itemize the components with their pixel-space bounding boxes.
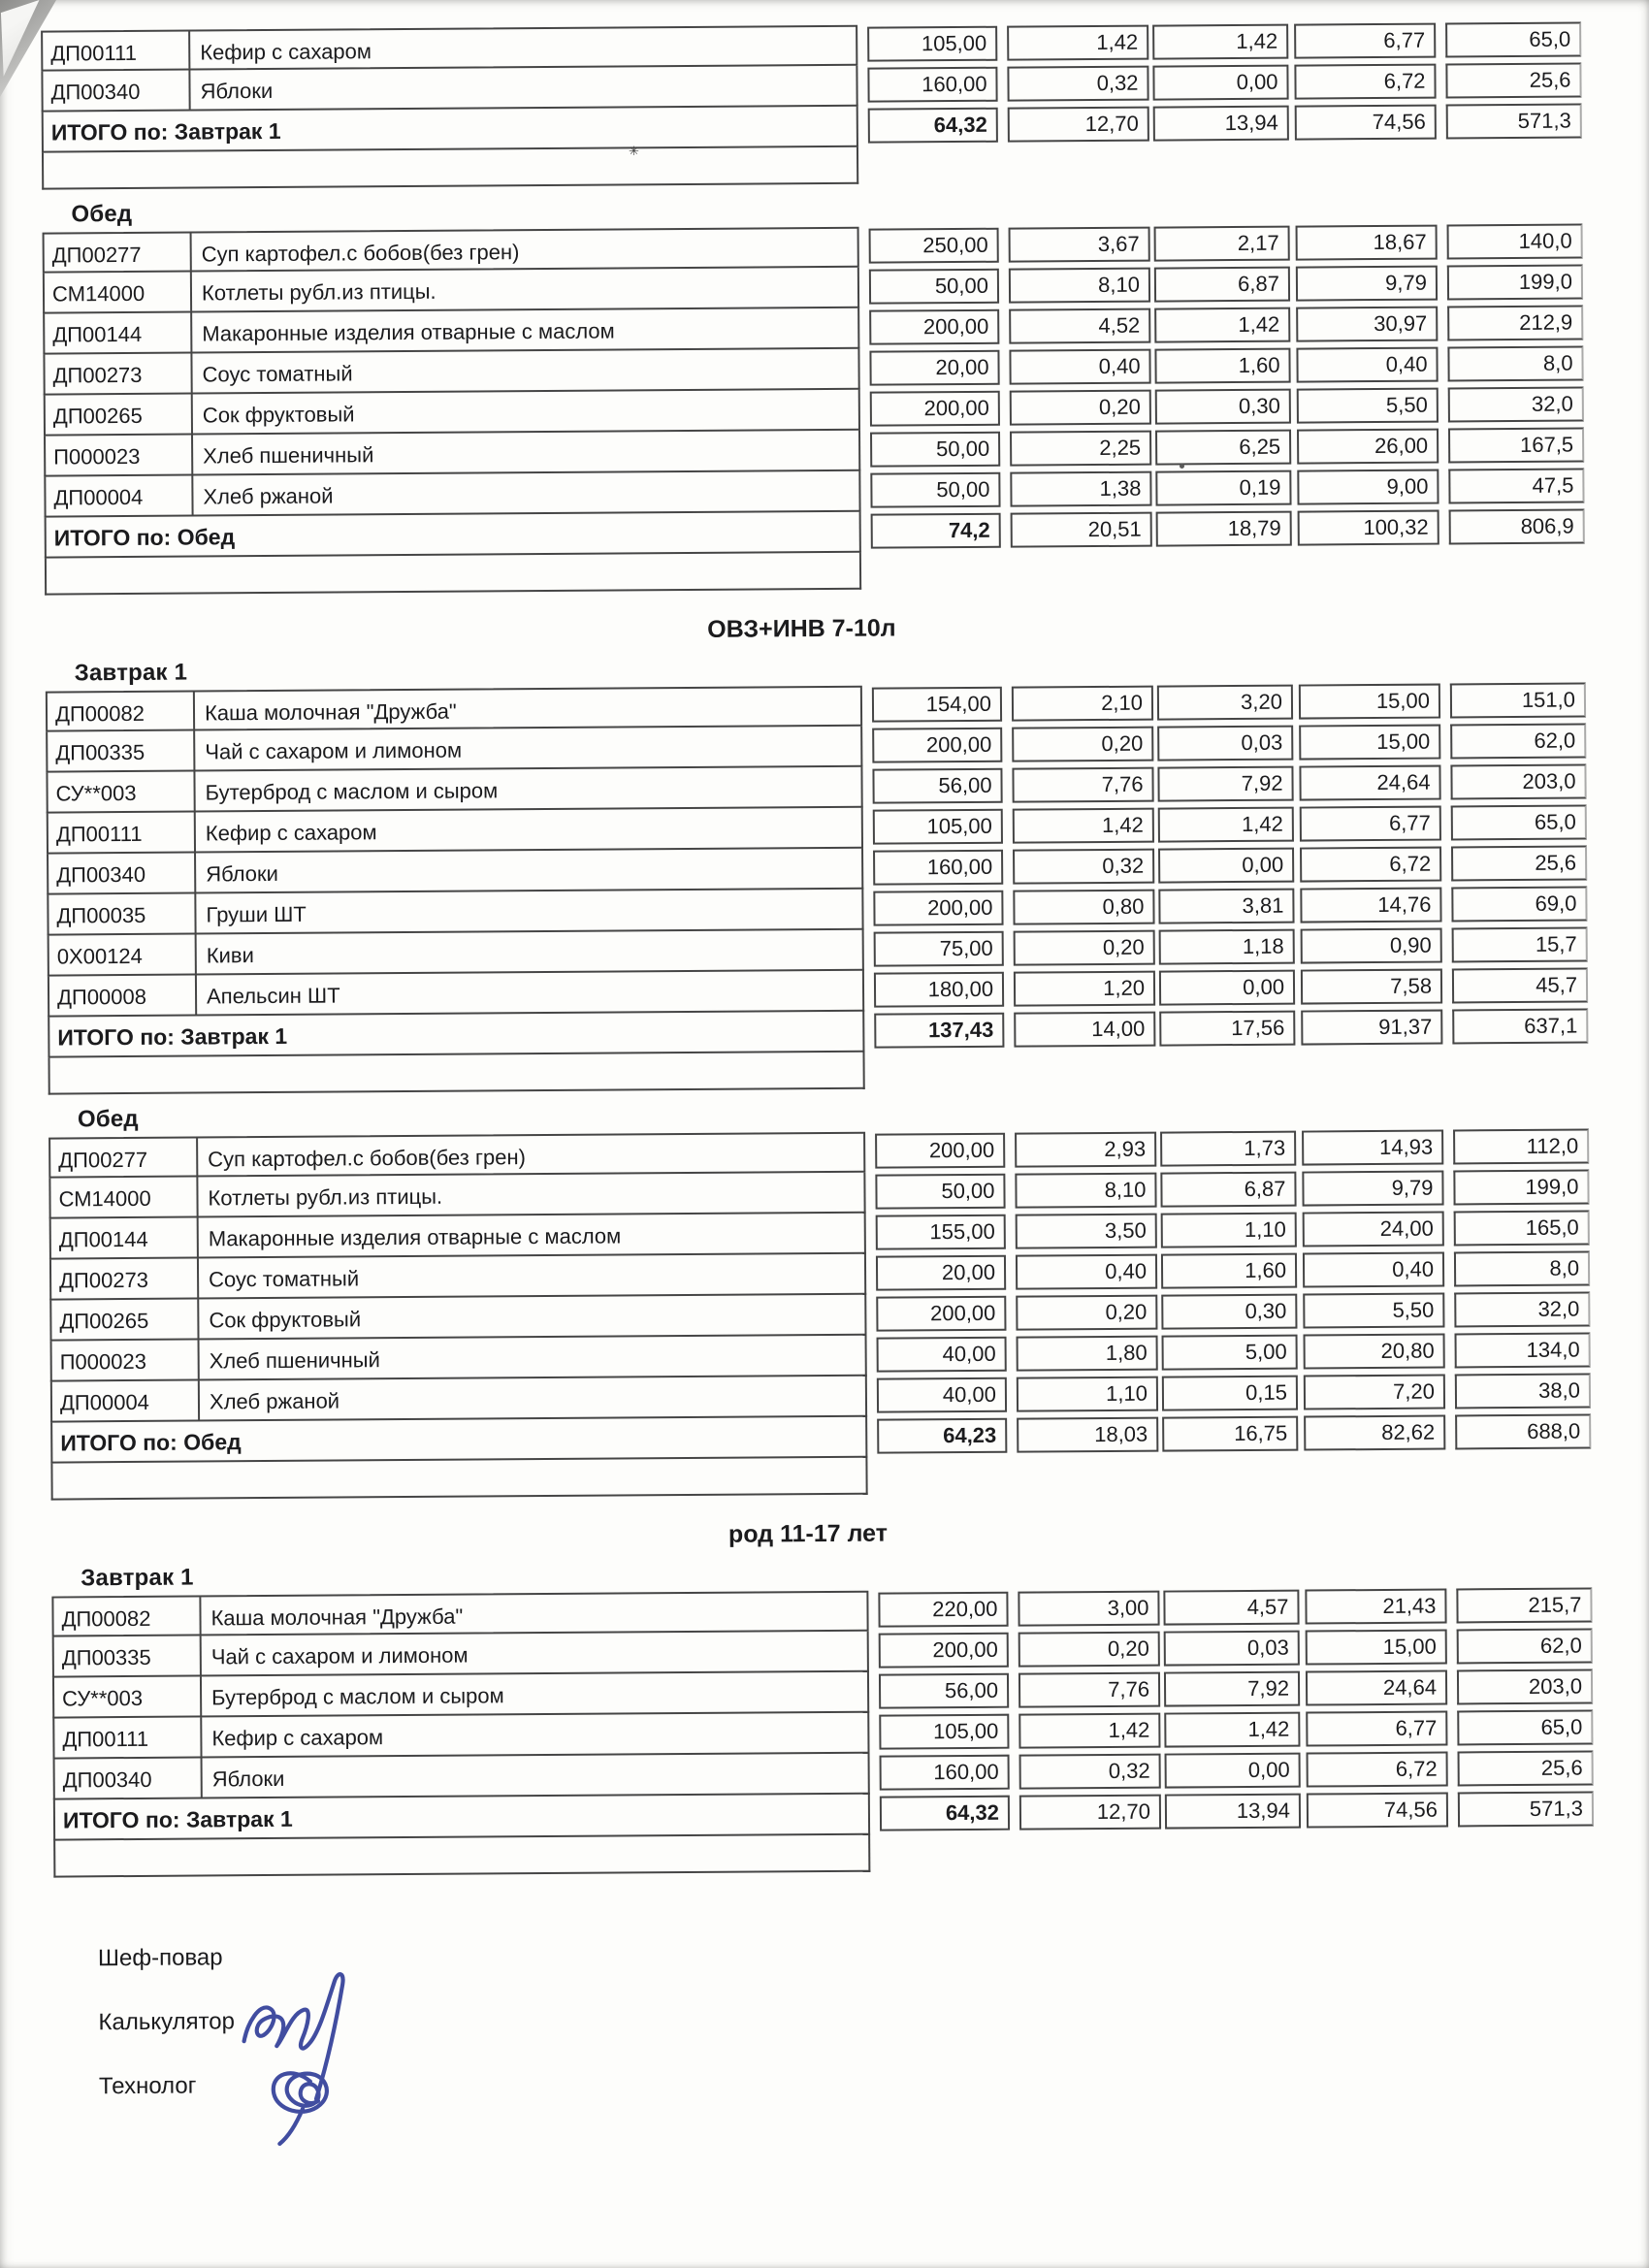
dish-code: СУ**003 <box>48 772 195 812</box>
total-value-cell: 571,3 <box>1446 104 1582 140</box>
value-cell: 0,19 <box>1155 470 1291 506</box>
dish-name: Котлеты рубл.из птицы. <box>208 1183 443 1211</box>
value-cell: 7,58 <box>1301 969 1442 1005</box>
total-value-cell: 12,70 <box>1019 1795 1161 1831</box>
value-cell: 1,10 <box>1017 1377 1158 1412</box>
total-label: ИТОГО по: Завтрак 1 <box>48 1012 864 1058</box>
value-cell: 167,5 <box>1448 428 1584 464</box>
dish-name: Сок фруктовый <box>202 402 355 428</box>
value-cell: 3,00 <box>1018 1591 1159 1627</box>
value-cell: 0,40 <box>1009 349 1150 385</box>
scan-speck: ✳ <box>629 144 639 158</box>
value-cell: 0,00 <box>1158 848 1294 884</box>
value-cell: 45,7 <box>1452 968 1588 1004</box>
value-cell: 0,00 <box>1159 970 1295 1006</box>
value-cell: 140,0 <box>1447 224 1583 260</box>
dish-code: ДП00082 <box>48 693 195 730</box>
value-cell: 165,0 <box>1454 1210 1590 1246</box>
dish-code: ДП00144 <box>45 313 192 353</box>
row-left-cells <box>43 308 859 355</box>
value-cell: 65,0 <box>1457 1709 1593 1745</box>
value-cell: 32,0 <box>1448 387 1584 423</box>
value-cell: 24,64 <box>1306 1670 1447 1706</box>
total-value-cell: 74,56 <box>1295 105 1437 141</box>
value-cell: 15,00 <box>1299 725 1440 761</box>
total-value-cell: 74,2 <box>871 513 1001 549</box>
value-cell: 6,72 <box>1300 847 1441 883</box>
dish-name: Яблоки <box>211 1766 285 1792</box>
dish-code: ДП00340 <box>43 71 190 111</box>
value-cell: 1,20 <box>1014 971 1155 1007</box>
value-cell: 3,50 <box>1016 1214 1157 1249</box>
value-cell: 25,6 <box>1458 1750 1594 1786</box>
total-value-cell: 18,03 <box>1017 1417 1158 1453</box>
group-heading: род 11-17 лет <box>728 1519 888 1548</box>
row-left-cells <box>44 471 860 518</box>
meal-title: Обед <box>71 200 133 228</box>
row-left-cells <box>41 25 857 72</box>
total-value-cell: 13,94 <box>1165 1794 1301 1830</box>
value-cell: 2,17 <box>1154 226 1290 262</box>
row-left-cells <box>43 349 859 396</box>
value-cell: 47,5 <box>1448 469 1584 504</box>
value-cell: 1,42 <box>1152 24 1288 60</box>
total-label: ИТОГО по: Завтрак 1 <box>53 1795 870 1841</box>
value-cell: 220,00 <box>878 1592 1008 1628</box>
value-cell: 50,00 <box>869 269 999 305</box>
meal-title: Завтрак 1 <box>81 1564 194 1592</box>
value-cell: 9,79 <box>1296 266 1438 302</box>
total-value-cell: 64,32 <box>880 1796 1010 1831</box>
value-cell: 56,00 <box>879 1673 1009 1709</box>
meal-section <box>46 649 1649 1095</box>
value-cell: 6,77 <box>1306 1711 1447 1747</box>
total-value-cell: 12,70 <box>1008 107 1149 143</box>
dish-name: Яблоки <box>200 78 274 104</box>
value-cell: 160,00 <box>867 67 997 103</box>
dish-code: П000023 <box>46 436 193 475</box>
empty-footer-box <box>48 1053 864 1095</box>
row-left-cells <box>52 1632 869 1678</box>
value-cell: 134,0 <box>1455 1332 1591 1368</box>
total-value-cell: 18,79 <box>1156 511 1292 547</box>
value-cell: 200,00 <box>875 1133 1005 1169</box>
row-left-cells <box>46 727 862 773</box>
value-cell: 199,0 <box>1453 1169 1589 1205</box>
signature-label-chef: Шеф-повар <box>97 1944 223 1972</box>
value-cell: 40,00 <box>877 1377 1007 1413</box>
dish-name: Чай с сахаром и лимоном <box>210 1642 469 1669</box>
total-value-cell: 14,00 <box>1014 1012 1155 1048</box>
value-cell: 1,42 <box>1007 25 1148 61</box>
dish-code: ДП00265 <box>46 395 193 435</box>
value-cell: 0,80 <box>1013 890 1154 925</box>
value-cell: 1,42 <box>1164 1712 1300 1748</box>
dish-name: Каша молочная "Дружба" <box>210 1604 464 1631</box>
value-cell: 0,00 <box>1152 65 1288 101</box>
value-cell: 7,76 <box>1018 1672 1160 1708</box>
value-cell: 1,42 <box>1158 807 1294 843</box>
value-cell: 1,42 <box>1013 808 1154 844</box>
value-cell: 1,60 <box>1161 1253 1297 1289</box>
value-cell: 203,0 <box>1450 764 1586 800</box>
dish-name: Каша молочная "Дружба" <box>204 698 457 726</box>
value-cell: 50,00 <box>870 432 1000 468</box>
dish-name: Хлеб ржаной <box>203 483 334 509</box>
value-cell: 15,00 <box>1306 1630 1447 1666</box>
value-cell: 200,00 <box>873 891 1003 926</box>
dish-code: СМ14000 <box>45 273 192 312</box>
meal-section <box>41 19 1642 190</box>
value-cell: 155,00 <box>876 1215 1006 1250</box>
value-cell: 1,60 <box>1154 348 1290 384</box>
value-cell: 151,0 <box>1450 683 1586 719</box>
row-left-cells <box>48 1173 865 1219</box>
value-cell: 1,42 <box>1018 1713 1160 1749</box>
value-cell: 1,80 <box>1017 1336 1158 1372</box>
value-cell: 7,76 <box>1012 767 1153 803</box>
value-cell: 0,30 <box>1155 389 1291 425</box>
total-value-cell: 82,62 <box>1304 1415 1445 1451</box>
value-cell: 1,42 <box>1154 308 1290 343</box>
row-left-cells <box>43 268 859 314</box>
total-value-cell: 137,43 <box>874 1013 1004 1049</box>
value-cell: 1,38 <box>1010 471 1151 507</box>
dish-name: Хлеб пшеничный <box>203 442 374 469</box>
value-cell: 0,32 <box>1007 66 1148 102</box>
value-cell: 0,90 <box>1301 928 1442 964</box>
value-cell: 5,50 <box>1303 1293 1444 1329</box>
dish-name: Чай с сахаром и лимоном <box>205 737 463 764</box>
value-cell: 9,00 <box>1297 470 1439 505</box>
value-cell: 0,30 <box>1161 1294 1297 1330</box>
value-cell: 6,72 <box>1307 1752 1448 1788</box>
value-cell: 0,03 <box>1164 1631 1300 1667</box>
signature-label-calculator: Калькулятор <box>98 2008 236 2036</box>
value-cell: 25,6 <box>1445 63 1581 99</box>
dish-code: ДП00111 <box>43 32 190 70</box>
dish-name: Котлеты рубл.из птицы. <box>201 278 436 306</box>
row-left-cells <box>43 227 859 274</box>
value-cell: 62,0 <box>1450 724 1586 760</box>
row-left-cells <box>46 686 862 732</box>
value-cell: 20,80 <box>1304 1334 1445 1370</box>
row-left-cells <box>48 930 864 977</box>
value-cell: 40,00 <box>877 1337 1007 1373</box>
dish-name: Апельсин ШТ <box>206 983 340 1009</box>
value-cell: 200,00 <box>876 1296 1006 1332</box>
total-value-cell: 64,23 <box>877 1418 1007 1454</box>
empty-footer-box <box>45 553 861 596</box>
value-cell: 0,00 <box>1165 1753 1301 1789</box>
dish-name: Киви <box>206 943 254 968</box>
dish-name: Сок фруктовый <box>209 1307 362 1333</box>
meal-section <box>51 1554 1649 1878</box>
dish-code: ДП00340 <box>48 854 196 893</box>
row-left-cells <box>51 1591 868 1637</box>
value-cell: 8,0 <box>1454 1250 1590 1286</box>
dish-name: Кефир с сахаром <box>205 820 377 846</box>
scan-dot <box>1180 464 1184 469</box>
value-cell: 250,00 <box>869 228 999 264</box>
value-cell: 112,0 <box>1453 1128 1589 1164</box>
value-cell: 3,67 <box>1009 227 1150 263</box>
dish-name: Бутерброд с маслом и сыром <box>211 1683 504 1710</box>
value-cell: 15,00 <box>1299 684 1440 720</box>
row-left-cells <box>46 767 862 814</box>
total-label: ИТОГО по: Обед <box>45 512 861 559</box>
value-cell: 1,73 <box>1160 1131 1296 1167</box>
value-cell: 56,00 <box>872 768 1002 804</box>
meal-title: Завтрак 1 <box>74 659 188 687</box>
value-cell: 8,10 <box>1015 1173 1156 1209</box>
value-cell: 200,00 <box>870 391 1000 427</box>
dish-code: СМ14000 <box>50 1178 198 1217</box>
value-cell: 0,15 <box>1162 1376 1298 1411</box>
dish-code: ДП00265 <box>51 1300 199 1340</box>
signature-stroke-upper <box>243 1974 343 2099</box>
row-left-cells <box>47 849 863 895</box>
value-cell: 105,00 <box>867 26 997 62</box>
empty-footer-box <box>42 147 858 190</box>
dish-code: ДП00273 <box>45 354 192 394</box>
total-value-cell: 16,75 <box>1162 1416 1298 1452</box>
value-cell: 0,32 <box>1013 849 1154 885</box>
value-cell: 14,76 <box>1300 888 1441 923</box>
total-value-cell: 688,0 <box>1455 1413 1591 1449</box>
meal-section <box>42 190 1645 596</box>
dish-name: Яблоки <box>206 860 278 887</box>
value-cell: 0,20 <box>1014 930 1155 966</box>
row-left-cells <box>49 1295 866 1342</box>
value-cell: 32,0 <box>1454 1291 1590 1327</box>
dish-code: ДП00277 <box>45 234 192 272</box>
dish-name: Хлеб пшеничный <box>209 1347 380 1374</box>
row-left-cells <box>50 1336 867 1382</box>
total-label: ИТОГО по: Завтрак 1 <box>42 107 858 153</box>
dish-code: ДП00004 <box>46 476 193 516</box>
dish-name: Макаронные изделия отварные с маслом <box>202 318 615 346</box>
value-cell: 30,97 <box>1296 307 1438 342</box>
dish-code: ДП00008 <box>49 976 197 1016</box>
value-cell: 75,00 <box>874 931 1004 967</box>
dish-code: ДП00004 <box>52 1381 200 1421</box>
value-cell: 5,50 <box>1297 388 1439 424</box>
value-cell: 105,00 <box>879 1714 1009 1750</box>
dish-name: Соус томатный <box>209 1266 360 1292</box>
dish-name: Соус томатный <box>202 361 353 387</box>
value-cell: 0,20 <box>1010 390 1151 426</box>
dish-code: ДП00277 <box>50 1139 198 1177</box>
value-cell: 212,9 <box>1447 306 1583 341</box>
dish-code: ДП00035 <box>48 894 196 934</box>
value-cell: 24,00 <box>1303 1212 1444 1247</box>
row-left-cells <box>52 1713 869 1760</box>
value-cell: 160,00 <box>880 1755 1010 1791</box>
value-cell: 160,00 <box>873 850 1003 886</box>
value-cell: 0,03 <box>1157 726 1293 761</box>
group-heading: ОВЗ+ИНВ 7-10л <box>707 614 896 643</box>
total-value-cell: 637,1 <box>1452 1009 1588 1045</box>
value-cell: 14,93 <box>1302 1130 1443 1166</box>
row-left-cells <box>49 1254 866 1301</box>
dish-code: ДП00111 <box>48 813 196 853</box>
value-cell: 26,00 <box>1297 429 1439 465</box>
value-cell: 65,0 <box>1451 805 1587 841</box>
value-cell: 0,32 <box>1019 1754 1161 1790</box>
value-cell: 6,87 <box>1154 267 1290 303</box>
value-cell: 180,00 <box>874 972 1004 1008</box>
value-cell: 3,20 <box>1157 685 1293 721</box>
dish-code: ДП00335 <box>54 1636 202 1675</box>
total-value-cell: 74,56 <box>1307 1793 1448 1829</box>
row-left-cells <box>49 1214 866 1260</box>
signature-block <box>98 1941 681 2098</box>
value-cell: 24,64 <box>1299 765 1440 801</box>
value-cell: 50,00 <box>870 472 1000 508</box>
dish-name: Макаронные изделия отварные с маслом <box>208 1223 622 1251</box>
row-left-cells <box>44 431 860 477</box>
dish-name: Груши ШТ <box>206 901 307 927</box>
value-cell: 2,93 <box>1015 1132 1156 1168</box>
value-cell: 25,6 <box>1451 846 1587 882</box>
value-cell: 1,10 <box>1161 1213 1297 1248</box>
value-cell: 6,77 <box>1300 806 1441 842</box>
dish-name: Суп картофел.с бобов(без грен) <box>201 240 520 267</box>
dish-code: ДП00273 <box>51 1259 199 1299</box>
value-cell: 6,87 <box>1160 1172 1296 1208</box>
dish-code: ДП00111 <box>54 1717 202 1757</box>
total-value-cell: 571,3 <box>1458 1791 1594 1827</box>
value-cell: 8,10 <box>1009 268 1150 304</box>
signature-label-technologist: Технолог <box>98 2072 197 2100</box>
row-left-cells <box>47 890 863 936</box>
value-cell: 200,00 <box>879 1633 1009 1669</box>
value-cell: 154,00 <box>872 687 1002 723</box>
value-cell: 21,43 <box>1305 1589 1446 1625</box>
value-cell: 0,40 <box>1303 1252 1444 1288</box>
meal-title: Обед <box>77 1105 139 1133</box>
dish-code: 0X00124 <box>49 935 197 975</box>
dish-name: Кефир с сахаром <box>211 1725 384 1751</box>
empty-footer-box <box>53 1835 870 1878</box>
total-value-cell: 20,51 <box>1011 512 1152 548</box>
total-value-cell: 17,56 <box>1159 1011 1295 1047</box>
value-cell: 2,25 <box>1010 431 1151 467</box>
document-blocks <box>0 19 1649 1878</box>
value-cell: 105,00 <box>873 809 1003 845</box>
dish-code: ДП00340 <box>55 1758 203 1798</box>
value-cell: 6,72 <box>1294 64 1436 100</box>
value-cell: 0,20 <box>1018 1632 1160 1668</box>
value-cell: 6,77 <box>1294 23 1436 59</box>
dish-code: ДП00082 <box>53 1597 201 1635</box>
value-cell: 4,57 <box>1163 1590 1299 1626</box>
row-left-cells <box>48 971 864 1018</box>
row-left-cells <box>50 1377 867 1423</box>
row-left-cells <box>47 808 863 855</box>
dish-name: Кефир с сахаром <box>200 39 372 65</box>
value-cell: 6,25 <box>1155 430 1291 466</box>
dish-code: СУ**003 <box>54 1676 202 1716</box>
total-value-cell: 13,94 <box>1153 106 1289 142</box>
value-cell: 65,0 <box>1445 22 1581 58</box>
value-cell: 200,00 <box>872 728 1002 763</box>
value-cell: 0,20 <box>1012 727 1153 762</box>
value-cell: 18,67 <box>1296 225 1438 261</box>
value-cell: 69,0 <box>1451 887 1587 923</box>
value-cell: 7,92 <box>1157 766 1293 802</box>
value-cell: 9,79 <box>1302 1171 1443 1207</box>
value-cell: 3,81 <box>1158 889 1294 924</box>
value-cell: 5,00 <box>1162 1335 1298 1371</box>
value-cell: 50,00 <box>875 1174 1005 1210</box>
total-value-cell: 64,32 <box>868 108 998 144</box>
row-left-cells <box>52 1672 869 1719</box>
value-cell: 203,0 <box>1457 1669 1593 1704</box>
value-cell: 38,0 <box>1455 1373 1591 1409</box>
row-left-cells <box>44 390 860 437</box>
value-cell: 2,10 <box>1012 686 1153 722</box>
meal-section <box>48 1095 1649 1501</box>
value-cell: 8,0 <box>1447 346 1583 382</box>
empty-footer-box <box>50 1458 867 1501</box>
value-cell: 1,18 <box>1159 929 1295 965</box>
value-cell: 200,00 <box>869 309 999 345</box>
value-cell: 20,00 <box>876 1255 1006 1291</box>
value-cell: 7,92 <box>1164 1671 1300 1707</box>
row-left-cells <box>53 1754 870 1800</box>
total-value-cell: 91,37 <box>1301 1010 1442 1046</box>
value-cell: 215,7 <box>1456 1587 1592 1623</box>
value-cell: 0,40 <box>1296 347 1438 383</box>
row-left-cells <box>48 1132 865 1179</box>
row-left-cells <box>41 66 857 113</box>
dish-code: П000023 <box>52 1341 200 1380</box>
total-label: ИТОГО по: Обед <box>50 1417 867 1464</box>
total-value-cell: 100,32 <box>1298 510 1439 546</box>
value-cell: 199,0 <box>1447 265 1583 301</box>
dish-name: Хлеб ржаной <box>209 1388 340 1414</box>
dish-name: Суп картофел.с бобов(без грен) <box>208 1145 527 1172</box>
value-cell: 7,20 <box>1304 1375 1445 1410</box>
dish-name: Бутерброд с маслом и сыром <box>205 778 499 805</box>
dish-code: ДП00335 <box>48 731 195 771</box>
value-cell: 4,52 <box>1009 308 1150 344</box>
dish-code: ДП00144 <box>51 1218 199 1258</box>
value-cell: 62,0 <box>1457 1628 1593 1664</box>
value-cell: 20,00 <box>869 350 999 386</box>
handwritten-signature-icon <box>234 1964 469 2180</box>
value-cell: 0,40 <box>1016 1254 1157 1290</box>
total-value-cell: 806,9 <box>1449 509 1585 545</box>
value-cell: 0,20 <box>1016 1295 1157 1331</box>
value-cell: 15,7 <box>1452 927 1588 963</box>
